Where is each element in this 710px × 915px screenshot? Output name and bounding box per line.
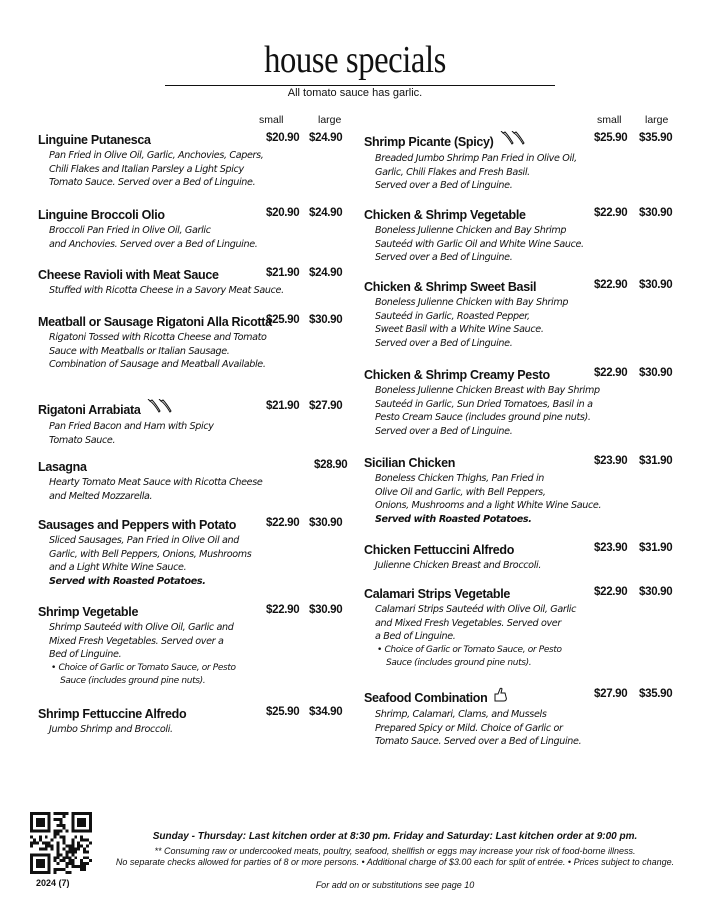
garlic-note: All tomato sauce has garlic.	[287, 87, 423, 99]
menu-item	[364, 278, 568, 350]
item-name: Chicken Fettuccini Alfredo	[364, 543, 515, 557]
choice-note: Sauce (includes ground pine nuts).	[60, 676, 206, 687]
item-name: Linguine Broccoli Olio	[38, 208, 165, 222]
item-name: Meatball or Sausage Rigatoni Alla Ricotta	[38, 315, 272, 329]
kitchen-hours: Sunday - Thursday: Last kitchen order at 8:30 pm. Friday and Saturday: Last kitchen order at 9:00 pm.	[152, 831, 638, 842]
menu-item	[38, 516, 251, 588]
description-line: Boneless Julienne Chicken and Bay Shrimp	[375, 225, 567, 236]
item-description	[375, 603, 576, 671]
description-line: Hearty Tomato Meat Sauce with Ricotta Cheese	[49, 477, 263, 488]
menu-item	[38, 313, 272, 372]
menu-item	[38, 705, 186, 737]
health-warning: ** Consuming raw or undercooked meats, poultry, seafood, shellfish or eggs may increase your risk of food-borne illness.	[154, 846, 636, 856]
description-line: Breaded Jumbo Shrimp Pan Fried in Olive Oil,	[375, 153, 577, 164]
description-line: Sliced Sausages, Pan Fried in Olive Oil and	[49, 535, 239, 546]
description-line: Tomato Sauce.	[49, 434, 116, 446]
thumbs-up-icon	[493, 687, 509, 708]
small-price: $25.90	[266, 314, 300, 326]
description-line: Jumbo Shrimp and Broccoli.	[49, 724, 173, 735]
item-name: Rigatoni Arrabiata	[38, 402, 141, 417]
small-price: $22.90	[594, 586, 628, 598]
description-line: Sauteéd with Garlic Oil and White Wine Sauce.	[375, 238, 584, 250]
menu-item	[364, 687, 581, 749]
description-line: Pan Fried Bacon and Ham with Spicy	[49, 421, 214, 432]
description-line: Olive Oil and Garlic, with Bell Peppers,	[375, 486, 546, 498]
item-name: Linguine Putanesca	[38, 133, 151, 147]
choice-note: Sauce (includes ground pine nuts).	[386, 658, 532, 669]
description-line: Calamari Strips Sauteéd with Olive Oil, Garlic	[375, 604, 577, 615]
description-line: Sauteéd in Garlic, Roasted Pepper,	[375, 310, 530, 322]
served-with-note: Served with Roasted Potatoes.	[375, 513, 532, 525]
menu-item	[364, 585, 576, 671]
qr-label: 2024 (7)	[36, 878, 70, 888]
item-description	[49, 149, 264, 190]
description-line: Combination of Sausage and Meatball Available.	[49, 359, 266, 371]
menu-item	[38, 603, 236, 689]
description-line: Julienne Chicken Breast and Broccoli.	[375, 560, 542, 571]
description-line: Sauce with Meatballs or Italian Sausage.	[49, 345, 230, 357]
small-price: $27.90	[594, 688, 628, 700]
item-description	[375, 152, 577, 193]
large-price: $35.90	[639, 688, 673, 700]
item-description	[49, 224, 257, 251]
description-line: Stuffed with Ricotta Cheese in a Savory Meat Sauce.	[49, 285, 284, 296]
description-line: Garlic, Chili Flakes and Fresh Basil.	[375, 166, 530, 178]
description-line: and Anchovies. Served over a Bed of Linguine.	[49, 238, 258, 250]
chili-pepper-icon	[500, 131, 528, 152]
small-price: $23.90	[594, 542, 628, 554]
menu-item	[38, 399, 214, 447]
description-line: Shrimp Sauteéd with Olive Oil, Garlic and	[49, 622, 234, 633]
item-description	[49, 534, 251, 588]
item-name: Shrimp Fettuccine Alfredo	[38, 707, 187, 721]
small-price: $25.90	[594, 132, 628, 144]
description-line: Rigatoni Tossed with Ricotta Cheese and Tomato	[49, 332, 267, 343]
item-name: Seafood Combination	[364, 690, 488, 705]
large-price: $24.90	[309, 132, 343, 144]
item-name: Chicken & Shrimp Sweet Basil	[364, 280, 537, 294]
item-description	[375, 296, 568, 350]
item-description	[49, 331, 272, 372]
item-description	[49, 621, 236, 689]
small-price: $22.90	[266, 604, 300, 616]
menu-item	[38, 131, 264, 190]
title-underline	[165, 85, 555, 86]
large-price: $30.90	[309, 604, 343, 616]
large-price: $30.90	[639, 586, 673, 598]
menu-item	[364, 131, 577, 193]
left-small-header: small	[259, 114, 284, 126]
description-line: Shrimp, Calamari, Clams, and Mussels	[375, 709, 547, 720]
description-line: Prepared Spicy or Mild. Choice of Garlic or	[375, 722, 563, 734]
item-description	[375, 708, 581, 749]
description-line: Onions, Mushrooms and a light White Wine Sauce.	[375, 500, 602, 512]
item-description	[49, 723, 186, 737]
description-line: Pesto Cream Sauce (includes ground pine nuts).	[375, 412, 591, 424]
large-price: $24.90	[309, 267, 343, 279]
item-description	[49, 476, 262, 503]
menu-item	[364, 454, 601, 526]
small-price: $20.90	[266, 207, 300, 219]
item-description	[49, 420, 214, 447]
small-price: $21.90	[266, 267, 300, 279]
description-line: and Mixed Fresh Vegetables. Served over	[375, 617, 561, 629]
small-price: $22.90	[594, 279, 628, 291]
item-description	[375, 472, 601, 526]
item-name: Chicken & Shrimp Vegetable	[364, 208, 526, 222]
item-description	[375, 559, 541, 573]
description-line: Bed of Linguine.	[49, 649, 122, 661]
description-line: a Bed of Linguine.	[375, 631, 456, 643]
description-line: Boneless Chicken Thighs, Pan Fried in	[375, 473, 544, 484]
item-description	[375, 384, 600, 438]
item-description	[375, 224, 584, 265]
served-with-note: Served with Roasted Potatoes.	[49, 575, 206, 587]
item-name: Shrimp Vegetable	[38, 605, 139, 619]
item-name: Calamari Strips Vegetable	[364, 587, 511, 601]
right-large-header: large	[645, 114, 669, 126]
small-price: $22.90	[266, 517, 300, 529]
description-line: Served over a Bed of Linguine.	[375, 180, 513, 192]
page-title: house specials	[264, 39, 446, 81]
description-line: Sweet Basil with a White Wine Sauce.	[375, 324, 544, 336]
description-line: Mixed Fresh Vegetables. Served over a	[49, 635, 224, 647]
right-small-header: small	[597, 114, 622, 126]
menu-item	[38, 458, 262, 503]
large-price: $30.90	[309, 314, 343, 326]
small-price: $22.90	[594, 207, 628, 219]
large-price: $24.90	[309, 207, 343, 219]
policy-note: No separate checks allowed for parties of 8 or more persons. • Additional charge of $3.00 each for split of entrée. • Prices subject to change.	[115, 857, 675, 867]
description-line: and Melted Mozzarella.	[49, 490, 153, 502]
left-large-header: large	[318, 114, 342, 126]
small-price: $22.90	[594, 367, 628, 379]
description-line: Pan Fried in Olive Oil, Garlic, Anchovies, Capers,	[49, 150, 264, 161]
large-price: $27.90	[309, 400, 343, 412]
large-price: $28.90	[314, 459, 348, 471]
description-line: Served over a Bed of Linguine.	[375, 252, 513, 264]
large-price: $31.90	[639, 455, 673, 467]
large-price: $35.90	[639, 132, 673, 144]
item-name: Lasagna	[38, 460, 87, 474]
small-price: $20.90	[266, 132, 300, 144]
chili-pepper-icon	[147, 399, 175, 420]
large-price: $30.90	[309, 517, 343, 529]
choice-note: • Choice of Garlic or Tomato Sauce, or Pesto	[51, 662, 236, 673]
item-name: Chicken & Shrimp Creamy Pesto	[364, 368, 550, 382]
description-line: Garlic, with Bell Peppers, Onions, Mushrooms	[49, 548, 252, 560]
description-line: Chili Flakes and Italian Parsley a Light Spicy	[49, 163, 244, 175]
small-price: $23.90	[594, 455, 628, 467]
item-name: Cheese Ravioli with Meat Sauce	[38, 268, 219, 282]
item-name: Sausages and Peppers with Potato	[38, 518, 237, 532]
small-price: $25.90	[266, 706, 300, 718]
description-line: Tomato Sauce. Served over a Bed of Linguine.	[375, 736, 582, 748]
large-price: $30.90	[639, 207, 673, 219]
menu-item	[364, 206, 584, 265]
description-line: Tomato Sauce. Served over a Bed of Linguine.	[49, 177, 256, 189]
item-name: Shrimp Picante (Spicy)	[364, 134, 494, 149]
substitutions-note: For add on or substitutions see page 10	[315, 880, 475, 890]
description-line: Boneless Julienne Chicken with Bay Shrimp	[375, 297, 569, 308]
large-price: $30.90	[639, 279, 673, 291]
item-description	[49, 284, 284, 298]
description-line: Boneless Julienne Chicken Breast with Bay Shrimp	[375, 385, 600, 396]
menu-item	[364, 541, 541, 573]
large-price: $31.90	[639, 542, 673, 554]
menu-item	[364, 366, 600, 438]
description-line: Served over a Bed of Linguine.	[375, 337, 513, 349]
small-price: $21.90	[266, 400, 300, 412]
description-line: Broccoli Pan Fried in Olive Oil, Garlic	[49, 225, 211, 236]
description-line: Sauteéd in Garlic, Sun Dried Tomatoes, Basil in a	[375, 398, 593, 410]
description-line: and a Light White Wine Sauce.	[49, 562, 187, 574]
large-price: $34.90	[309, 706, 343, 718]
large-price: $30.90	[639, 367, 673, 379]
menu-item	[38, 266, 284, 298]
choice-note: • Choice of Garlic or Tomato Sauce, or Pesto	[377, 644, 562, 655]
description-line: Served over a Bed of Linguine.	[375, 425, 513, 437]
menu-item	[38, 206, 257, 251]
item-name: Sicilian Chicken	[364, 456, 456, 470]
